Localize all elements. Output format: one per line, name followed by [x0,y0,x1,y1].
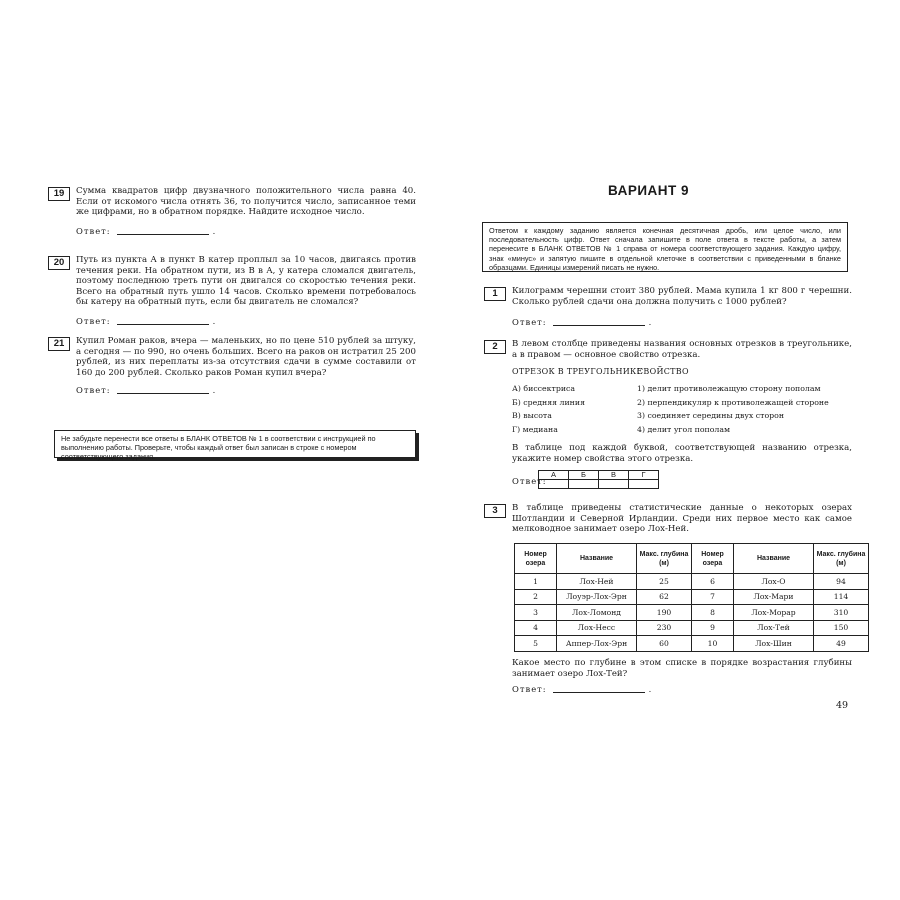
table-cell: 6 [692,574,734,590]
answer-label: Ответ: [512,476,547,486]
segment-item: Б) средняя линия [512,398,585,407]
task-text: В левом столбце приведены названия основных отрезков в треугольнике, а в правом — основное свойство отрезка. [512,339,852,360]
answer-line[interactable] [117,317,209,325]
table-cell: Лох-Морар [734,605,814,621]
table-cell: Аппер-Лох-Эрн [557,636,637,652]
table-cell: 4 [515,620,557,636]
table-cell: 94 [814,574,869,590]
grid-answer-cell[interactable] [539,480,569,489]
task-text: Килограмм черешни стоит 380 рублей. Мама купила 1 кг 800 г черешни. Сколько рублей сдачи она должна получить с 1000 рублей? [512,286,852,307]
table-cell: 230 [637,620,692,636]
task-text: Купил Роман раков, вчера — маленьких, но по цене 510 рублей за штуку, а сегодня — по 990, но очень больших. Всего на раков он истратил 25 200 рублей, из них переплаты из-за отсутствия сдачи в сумме составили от 160 до 200 рублей. Сколько раков Роман купил вчера? [76,336,416,378]
table-cell: 7 [692,589,734,605]
answer-line[interactable] [553,685,645,693]
segment-column-header: ОТРЕЗОК В ТРЕУГОЛЬНИКЕ [512,367,643,376]
table-cell: Лох-Несс [557,620,637,636]
task-number: 21 [48,337,70,351]
header-cell: Номер озера [692,544,734,574]
answer-field[interactable]: Ответ: . [512,684,653,694]
table-cell: 25 [637,574,692,590]
task-text: Сумма квадратов цифр двузначного положительного числа равна 40. Если от искомого числа отнять 36, то получится число, записанное теми же цифрами, но в обратном порядке. Найдите исходное число. [76,186,416,218]
segment-item: Г) медиана [512,425,558,434]
table-cell: Лох-Тей [734,620,814,636]
task-number: 19 [48,187,70,201]
table-row [515,636,869,652]
answer-field[interactable]: Ответ: . [76,385,217,395]
table-cell: 3 [515,605,557,621]
answer-label: Ответ: [512,684,547,694]
matching-answer-grid [538,470,659,489]
answer-label: Ответ: [76,226,111,236]
table-instruction: В таблице под каждой буквой, соответствующей названию отрезка, укажите номер свойства этого отрезка. [512,443,852,464]
table-cell: Лох-Ломонд [557,605,637,621]
table-cell: 2 [515,589,557,605]
table-cell: 62 [637,589,692,605]
segment-item: А) биссектриса [512,384,576,393]
grid-letter: Б [569,471,599,480]
answer-line[interactable] [117,227,209,235]
header-cell: Название [557,544,637,574]
page-number: 49 [836,700,849,711]
task-number: 1 [484,287,506,301]
transfer-reminder-box: Не забудьте перенести все ответы в БЛАНК ОТВЕТОВ № 1 в соответствии с инструкцией по выполнению работы. Проверьте, чтобы каждый ответ был записан в строке с номером соответствующего задания. [54,430,416,458]
property-item: 4) делит угол пополам [637,425,731,434]
table-cell: 1 [515,574,557,590]
table-row [515,605,869,621]
table-cell: Лох-Шин [734,636,814,652]
table-cell: 10 [692,636,734,652]
table-cell: Лох-Ней [557,574,637,590]
table-row [515,574,869,590]
table-cell: Лох-О [734,574,814,590]
table-cell: 60 [637,636,692,652]
answer-line[interactable] [117,386,209,394]
task-text: В таблице приведены статистические данные о некоторых озерах Шотландии и Северной Ирландии. Среди них первое место как самое мелководное занимает озеро Лох-Ней. [512,503,852,535]
task-number: 20 [48,256,70,270]
table-cell: 5 [515,636,557,652]
table-cell: Лох-Мари [734,589,814,605]
grid-answer-cell[interactable] [629,480,659,489]
variant-title: ВАРИАНТ 9 [608,183,690,198]
property-item: 3) соединяет середины двух сторон [637,411,785,420]
header-cell: Макс. глубина (м) [637,544,692,574]
table-row [515,620,869,636]
answer-label: Ответ: [76,316,111,326]
grid-answer-cell[interactable] [599,480,629,489]
grid-answer-cell[interactable] [569,480,599,489]
grid-letter: А [539,471,569,480]
task-number: 3 [484,504,506,518]
instructions-box: Ответом к каждому заданию является конечная десятичная дробь, или целое число, или последовательность цифр. Ответ сначала запишите в поле ответа в тексте работы, а затем перенесите в БЛАНК ОТВЕТОВ № 1 справа от номера соответствующего задания. Каждую цифру, знак «минус» и запятую пишите в отдельной клеточке в соответствии с приведенными в бланке образцами. Единицы измерений писать не нужно. [482,222,848,272]
table-cell: 9 [692,620,734,636]
property-item: 1) делит противолежащую сторону пополам [637,384,821,393]
task-3-question: Какое место по глубине в этом списке в порядке возрастания глубины занимает озеро Лох-Тей? [512,658,852,679]
property-column-header: СВОЙСТВО [637,367,689,376]
grid-letter: Г [629,471,659,480]
answer-field[interactable]: Ответ: . [512,317,653,327]
table-cell: 150 [814,620,869,636]
lakes-table [514,543,869,652]
header-cell: Номер озера [515,544,557,574]
property-item: 2) перпендикуляр к противолежащей стороне [637,398,829,407]
grid-letter: В [599,471,629,480]
table-row [515,589,869,605]
header-cell: Название [734,544,814,574]
answer-field[interactable]: Ответ: . [76,316,217,326]
header-cell: Макс. глубина (м) [814,544,869,574]
table-cell: 8 [692,605,734,621]
table-cell: 114 [814,589,869,605]
answer-label: Ответ: [76,385,111,395]
segment-item: В) высота [512,411,552,420]
answer-field[interactable]: Ответ: . [76,226,217,236]
task-number: 2 [484,340,506,354]
table-cell: 310 [814,605,869,621]
task-text: Путь из пункта A в пункт B катер проплыл за 10 часов, двигаясь против течения реки. На обратном пути, из B в A, у катера сломался двигатель, поэтому последнюю треть пути он двигался со скоростью течения реки. Всего на обратный путь ушло 14 часов. Сколько времени потребовалось бы катеру на обратный путь, если бы двигатель не сломался? [76,255,416,308]
answer-label: Ответ: [512,317,547,327]
answer-line[interactable] [553,318,645,326]
table-cell: 49 [814,636,869,652]
table-cell: 190 [637,605,692,621]
table-cell: Лоуэр-Лох-Эрн [557,589,637,605]
